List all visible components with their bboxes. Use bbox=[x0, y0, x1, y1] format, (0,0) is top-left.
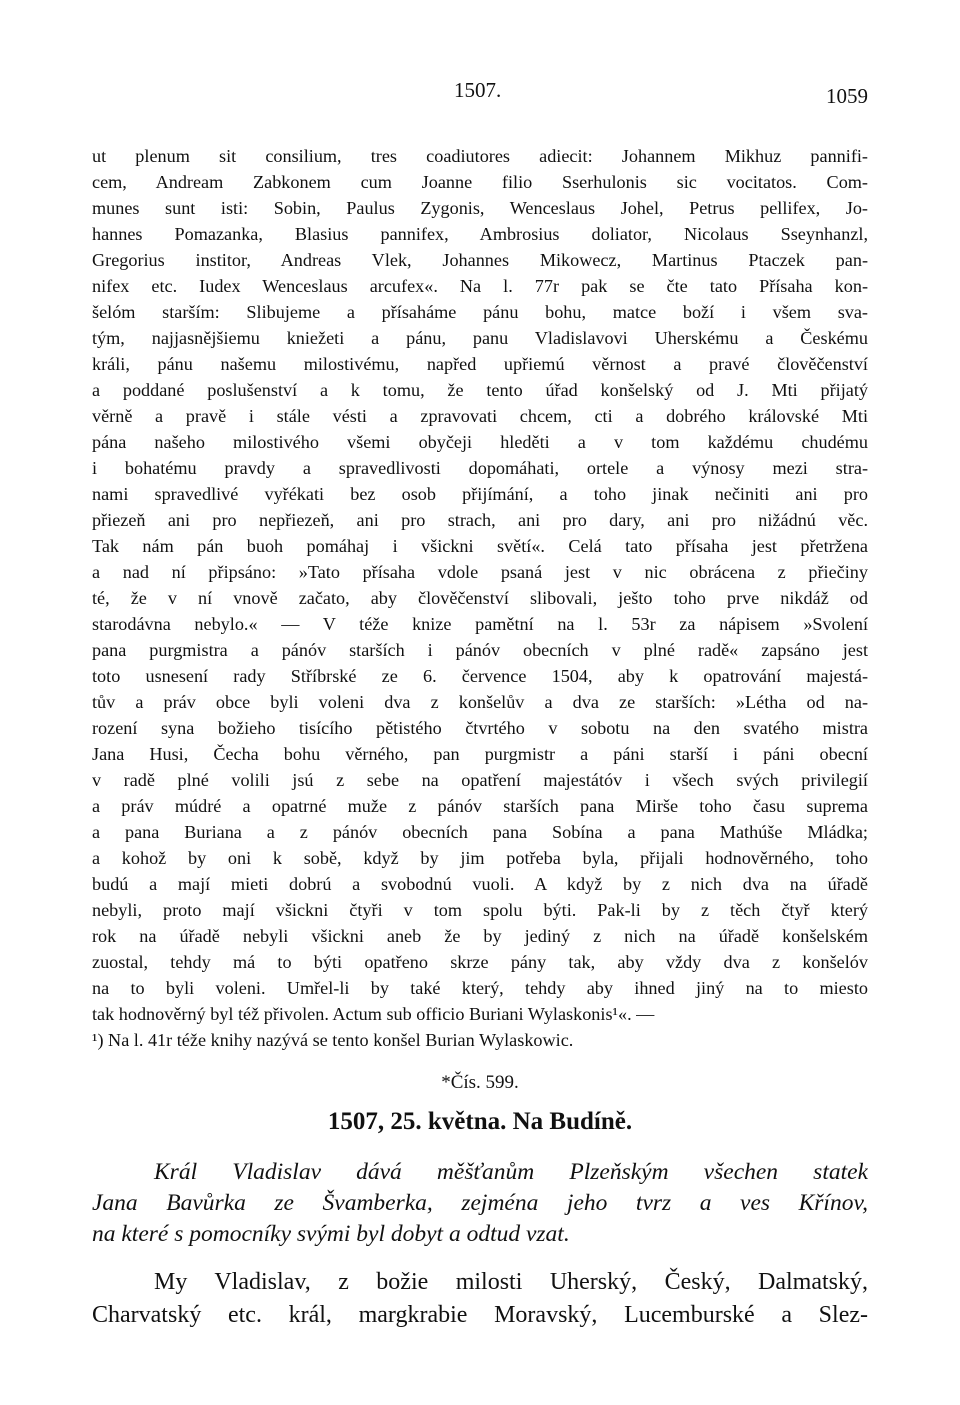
text-line: munes sunt isti: Sobin, Paulus Zygonis, Wenceslaus Johel, Petrus pellifex, Jo- bbox=[92, 198, 868, 218]
text-line: pána našeho milostivého všemi obyčeji hleděti a v tom každému chudému bbox=[92, 432, 868, 452]
regest-line: Král Vladislav dává měšťanům Plzeňským všechen statek bbox=[154, 1159, 868, 1185]
text-line: na to byli voleni. Umřel-li by také který, tehdy aby ihned jiný na to miesto bbox=[92, 978, 868, 998]
text-line: rození syna božieho tisícího pětistého čtvrtého v sobotu na den svatého mistra bbox=[92, 718, 868, 738]
text-line: v radě plné volili jsú z sebe na opatření majestátóv i všech svých privilegií bbox=[92, 770, 868, 790]
text-line: budú a mají mieti dobrú a svobodnú vuoli. A když by z nich dva na úřadě bbox=[92, 874, 868, 894]
text-line: tův a práv obce byli voleni dva z konšelův a dva ze starších: »Létha od na- bbox=[92, 692, 868, 712]
text-line: přiezeň ani pro nepřiezeň, ani pro strach, ani pro dary, ani pro nižádnú věc. bbox=[92, 510, 868, 530]
text-line: a pana Buriana a z pánóv obecních pana Sobína a pana Mathúše Mládka; bbox=[92, 822, 868, 842]
document-number: *Čís. 599. bbox=[441, 1072, 519, 1093]
text-line: a nad ní připsáno: »Tato přísaha vdole psaná jest v nic obrácena z přiečiny bbox=[92, 562, 868, 582]
text-line: Gregorius institor, Andreas Vlek, Johannes Mikowecz, Martinus Ptaczek pan- bbox=[92, 250, 868, 270]
text-line: a kohož by oni k sobě, když by jim potřeba byla, přijali hodnověrného, toho bbox=[92, 848, 868, 868]
text-line: toto usnesení rady Stříbrské ze 6. července 1504, aby k opatrování majestá- bbox=[92, 666, 868, 686]
regest-line: Jana Bavůrka ze Švamberka, zejména jeho tvrz a ves Křínov, bbox=[92, 1190, 868, 1216]
charter-text bbox=[92, 1266, 868, 1332]
text-line: cem, Andream Zabkonem cum Joanne filio Sserhulonis sic vocitatos. Com- bbox=[92, 172, 868, 192]
running-head-year: 1507. bbox=[454, 78, 502, 102]
text-line: věrně a pravě i stále vésti a zpravovati chcem, cti a dobrého královské Mti bbox=[92, 406, 868, 426]
text-line: a práv múdré a opatrné muže z pánóv starších pana Mirše toho času suprema bbox=[92, 796, 868, 816]
text-line: té, že v ní vnově začato, aby člověčenství slibovali, ješto toho prve nikdáž od bbox=[92, 588, 868, 608]
text-line: ¹) Na l. 41r téže knihy nazývá se tento konšel Burian Wylaskowic. bbox=[92, 1030, 574, 1050]
text-line: Jana Husi, Čecha bohu věrného, pan purgmistr a páni starší i páni obecní bbox=[92, 744, 868, 764]
text-line: rok na úřadě nebyli všickni aneb že by jediný z nich na úřadě konšelském bbox=[92, 926, 868, 946]
text-line: starodávna nebylo.« — V téže knize pamětní na l. 53r za nápisem »Svolení bbox=[92, 614, 868, 634]
text-line: zuostal, tehdy má to býti opatřeno skrze pány tak, aby vždy dva z konšelóv bbox=[92, 952, 868, 972]
document-heading: 1507, 25. května. Na Budíně. bbox=[327, 1108, 633, 1135]
text-line: pana purgmistra a pánóv starších i pánóv obecních v plné radě« zapsáno jest bbox=[92, 640, 868, 660]
text-line: nifex etc. Iudex Wenceslaus arcufex«. Na l. 77r pak se čte tato Přísaha kon- bbox=[92, 276, 868, 296]
main-text bbox=[92, 143, 868, 1053]
text-line: králi, pánu našemu milostivému, napřed upřiemú věrnost a pravé člověčenství bbox=[92, 354, 868, 374]
text-line: tým, najjasnějšiemu kniežeti a pánu, panu Vladislavovi Uherskému a Českému bbox=[92, 328, 868, 348]
text-line: tak hodnověrný byl též přivolen. Actum sub officio Buriani Wylaskonis¹«. — bbox=[92, 1004, 655, 1024]
charter-line: Charvatský etc. král, margkrabie Moravský, Lucemburské a Slez- bbox=[92, 1302, 868, 1328]
text-line: ut plenum sit consilium, tres coadiutores adiecit: Johannem Mikhuz pannifi- bbox=[92, 146, 868, 166]
text-line: šelóm starším: Slibujeme a přísaháme pánu bohu, matce boží i všem sva- bbox=[92, 302, 868, 322]
running-head bbox=[92, 78, 868, 108]
text-line: nebyli, proto mají všickni čtyři v tom spolu býti. Pak-li by z těch čtyř který bbox=[92, 900, 868, 920]
text-line: a poddané poslušenství a k tomu, že tento úřad konšelský od J. Mti přijatý bbox=[92, 380, 868, 400]
regest-line: na které s pomocníky svými byl dobyt a odtud vzat. bbox=[92, 1221, 570, 1247]
page-number: 1059 bbox=[826, 84, 868, 108]
regest bbox=[92, 1157, 868, 1250]
charter-line: My Vladislav, z božie milosti Uherský, Český, Dalmatský, bbox=[154, 1269, 868, 1295]
text-line: hannes Pomazanka, Blasius pannifex, Ambrosius doliator, Nicolaus Sseynhanzl, bbox=[92, 224, 868, 244]
text-line: Tak nám pán buoh pomáhaj i všickni světí«. Celá tato přísaha jest přetržena bbox=[92, 536, 868, 556]
text-line: nami spravedlivé vyřékati bez osob přijímání, a toho jinak nečiniti ani pro bbox=[92, 484, 868, 504]
text-line: i bohatému pravdy a spravedlivosti dopomáhati, ortele a výnosy mezi stra- bbox=[92, 458, 868, 478]
